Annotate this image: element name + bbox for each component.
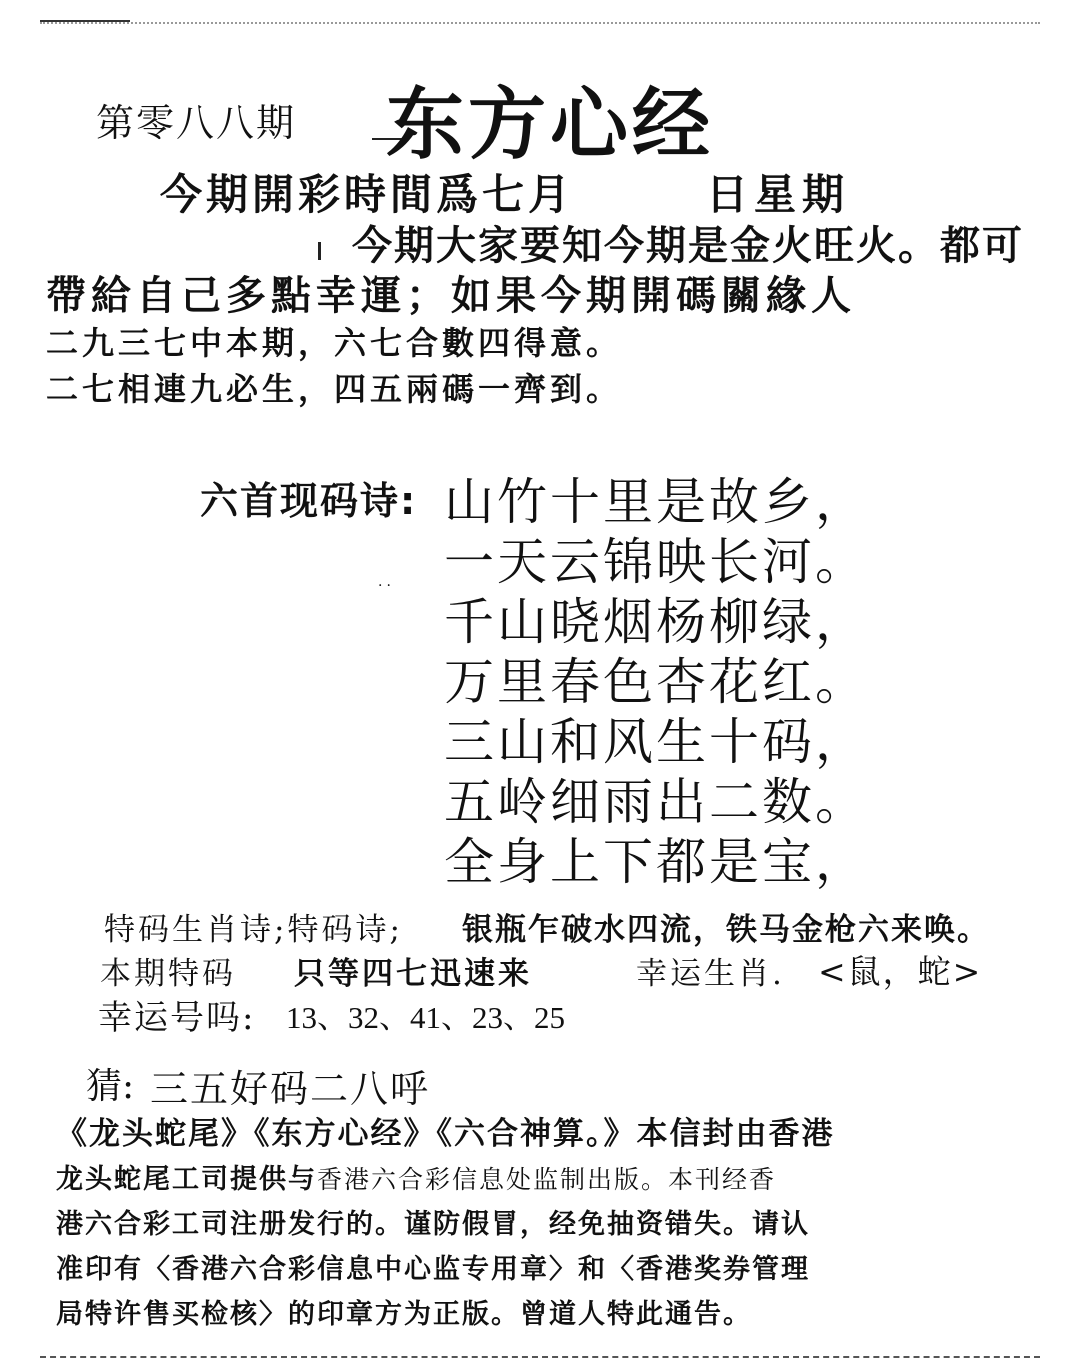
notice-line-2-bold: 龙头蛇尾工司提供与 — [56, 1164, 317, 1195]
poem-line-3: 千山晓烟杨柳绿， — [444, 593, 868, 651]
poem-line-1: 山竹十里是故乡， — [444, 473, 868, 531]
poem-line-2: 一天云锦映长河。 — [444, 533, 868, 591]
top-solid-rule — [40, 20, 130, 22]
draw-time-text: 今期開彩時間爲七月 — [160, 170, 575, 219]
poem-line-6: 五岭细雨出二数。 — [444, 773, 868, 831]
poem-line-5: 三山和风生十码， — [444, 713, 868, 771]
notice-line-5: 局特许售买检核〉的印章方为正版。曾道人特此通告。 — [56, 1299, 752, 1330]
issue-label: 第零八八期 — [96, 101, 297, 145]
notice-line-4: 准印有〈香港六合彩信息中心监专用章〉和〈香港奖券管理 — [56, 1254, 810, 1285]
guess-value: 三五好码二八呼 — [150, 1067, 431, 1111]
intro-line-2: 帶給自己多點幸運；如果今期開碼關緣人 — [46, 273, 856, 319]
guess-label: 猜: — [86, 1066, 135, 1107]
lucky-zodiac-value: <鼠，蛇> — [818, 952, 983, 991]
poem-label: 六首现码诗: — [200, 479, 418, 523]
top-dotted-rule — [40, 22, 1040, 24]
draw-weekday-text: 日星期 — [706, 170, 851, 219]
page-title: 东方心经 — [386, 80, 715, 170]
intro-line-4: 二七相連九必生，四五兩碼一齊到。 — [46, 370, 623, 408]
notice-line-2 — [56, 1157, 1036, 1202]
poem-line-4: 万里春色杏花红。 — [444, 653, 868, 711]
lucky-zodiac-label: 幸运生肖. — [636, 956, 785, 992]
tick-mark — [318, 242, 321, 260]
intro-line-3: 二九三七中本期，六七合數四得意。 — [46, 324, 623, 362]
poem-line-7: 全身上下都是宝， — [444, 833, 868, 891]
period-special-label: 本期特码 — [100, 956, 236, 992]
bottom-dashed-rule — [40, 1356, 1040, 1358]
special-poem-label: 特码生肖诗;特码诗; — [104, 912, 403, 948]
period-special-value: 只等四七迅速来 — [294, 956, 532, 992]
lucky-numbers-value: 13、32、41、23、25 — [286, 1000, 565, 1035]
notice-line-3: 港六合彩工司注册发行的。谨防假冒，经免抽资错失。请认 — [56, 1209, 810, 1240]
special-poem-text: 银瓶乍破水四流，铁马金枪六来唤。 — [462, 912, 990, 948]
decorative-dots: ·· — [378, 578, 395, 594]
intro-line-1: 今期大家要知今期是金火旺火。都可 — [352, 223, 1024, 269]
notice-line-2-small: 香港六合彩信息处监制出版。本刊经香 — [317, 1165, 777, 1194]
lucky-numbers-label: 幸运号吗: — [98, 998, 256, 1038]
publisher-notice — [56, 1112, 1036, 1337]
notice-line-1: 《龙头蛇尾》《东方心经》《六合神算。》本信封由香港 — [56, 1116, 835, 1152]
